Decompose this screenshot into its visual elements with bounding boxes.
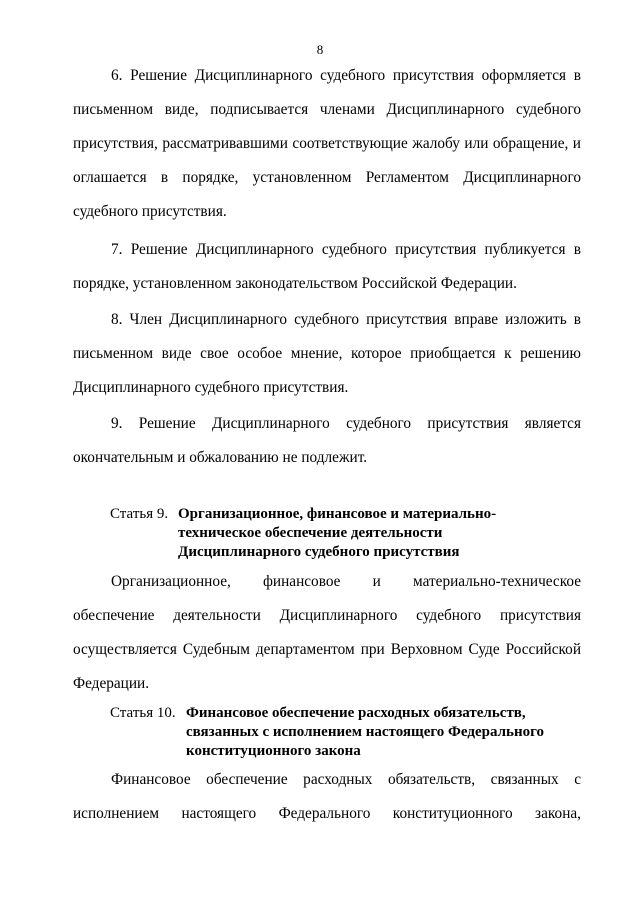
page-number: 8 [316,42,324,57]
article-9-label: Статья 9. [110,506,169,522]
article-10-heading [110,704,590,761]
paragraph-9-text: 9. Решение Дисциплинарного судебного присутствия является окончательным и обжалованию не подлежит. [73,415,581,466]
article-9-body-text: Организационное, финансовое и материально-техническое обеспечение деятельности Дисциплинарного судебного присутствия осуществляется Судебным департаментом при Верховном Суде Российской Федерации. [73,573,581,692]
article-9-body [73,565,581,701]
article-10-title-line: связанных с исполнением настоящего Федерального [186,724,545,740]
article-10-title-line: конституционного закона [186,743,361,759]
article-10-body [73,763,581,831]
article-9-title-line: техническое обеспечение деятельности [178,525,443,541]
paragraph-7 [73,233,581,301]
paragraph-6-text: 6. Решение Дисциплинарного судебного присутствия оформляется в письменном виде, подписывается членами Дисциплинарного судебного присутствия, рассматривавшими соответствующие жалобу или обращение, и оглашается в порядке, установленном Регламентом Дисциплинарного судебного присутствия. [73,67,581,220]
article-10-title-line: Финансовое обеспечение расходных обязательств, [186,705,526,721]
article-9-title-line: Дисциплинарного судебного присутствия [178,544,460,560]
paragraph-6 [73,59,581,229]
article-9-heading [110,505,590,562]
article-9-title-line: Организационное, финансовое и материально- [178,506,497,522]
article-10-body-text: Финансовое обеспечение расходных обязательств, связанных с исполнением настоящего Федерального конституционного закона, [73,771,581,822]
article-10-label: Статья 10. [110,705,176,721]
paragraph-9 [73,407,581,475]
paragraph-7-text: 7. Решение Дисциплинарного судебного присутствия публикуется в порядке, установленном законодательством Российской Федерации. [73,241,581,292]
paragraph-8 [73,303,581,405]
paragraph-8-text: 8. Член Дисциплинарного судебного присутствия вправе изложить в письменном виде свое особое мнение, которое приобщается к решению Дисциплинарного судебного присутствия. [73,311,581,396]
